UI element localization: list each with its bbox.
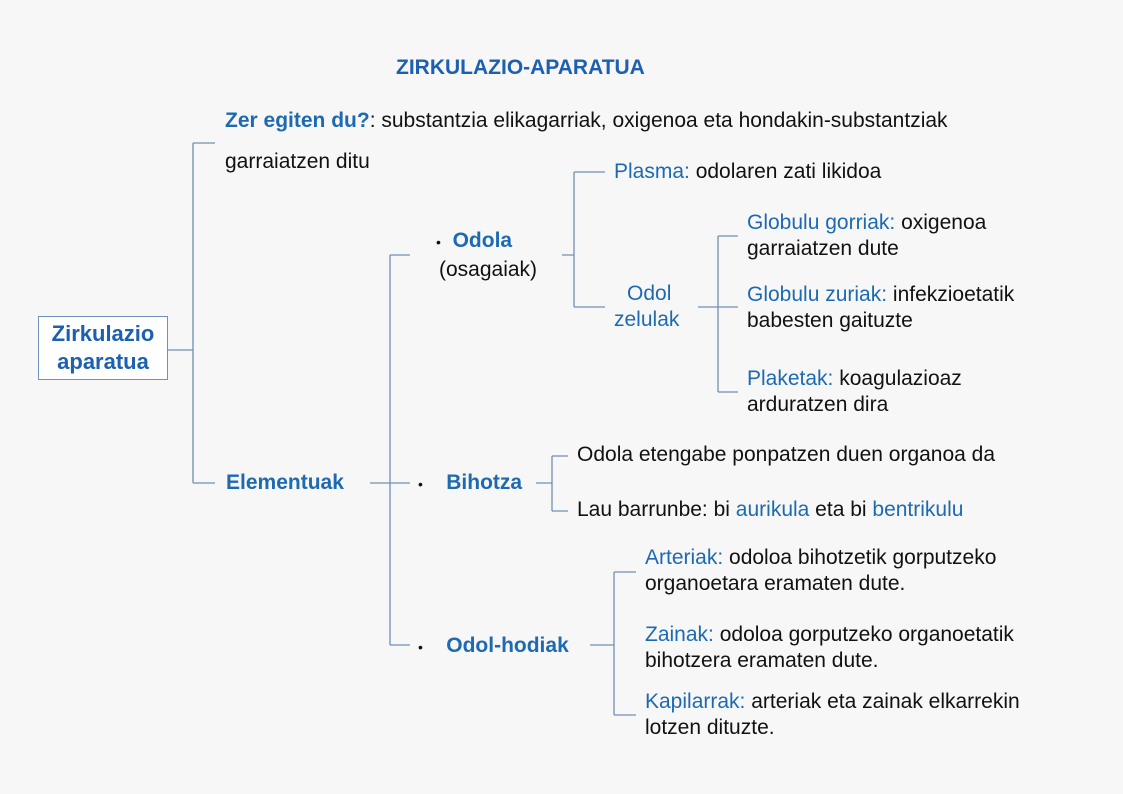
odola-connector [562, 172, 605, 307]
globulu-zuriak-line2: babesten gaituzte [747, 309, 913, 332]
odol-zelulak-line1: Odol [627, 282, 672, 305]
zelulak-connector [698, 236, 738, 392]
odol-zelulak-line2: zelulak [614, 308, 680, 331]
odol-hodiak-connector [590, 572, 636, 715]
zainak-line2: bihotzera eramaten dute. [645, 649, 879, 672]
bihotza-label: Bihotza [446, 471, 523, 494]
globulu-zuriak-line1 [747, 282, 1014, 308]
plasma-label: Plasma: [614, 160, 690, 183]
bentrikulu-term: bentrikulu [872, 498, 964, 521]
globulu-gorriak-text1: oxigenoa [895, 211, 987, 234]
bihotza-item2-mid: eta bi [809, 498, 873, 521]
odol-hodiak-node [418, 633, 569, 660]
kapilarrak-line2: lotzen dituzte. [645, 716, 775, 739]
root-connector [168, 143, 215, 483]
zer-egiten-line2: garraiatzen ditu [225, 150, 370, 173]
plaketak-text1: koagulazioaz [833, 367, 962, 390]
plaketak-label: Plaketak: [747, 367, 834, 390]
zainak-line1 [645, 622, 1014, 648]
zer-egiten-line1 [225, 108, 948, 134]
bihotza-item2 [577, 497, 963, 523]
plasma-node [614, 159, 881, 185]
root-line1: Zirkulazio [51, 321, 155, 346]
globulu-gorriak-label: Globulu gorriak: [747, 211, 896, 234]
plaketak-line2: arduratzen dira [747, 393, 889, 416]
zainak-label: Zainak: [645, 623, 714, 646]
bihotza-node [418, 470, 522, 497]
bihotza-bullet: • [418, 476, 423, 492]
plaketak-line1 [747, 366, 962, 392]
arteriak-label: Arteriak: [645, 546, 724, 569]
kapilarrak-label: Kapilarrak: [645, 690, 746, 713]
odol-hodiak-label: Odol-hodiak [446, 634, 569, 657]
root-node [38, 316, 168, 380]
odola-bullet: • [436, 234, 441, 250]
odol-hodiak-bullet: • [418, 639, 423, 655]
bihotza-connector [536, 456, 568, 511]
plasma-text: odolaren zati likidoa [689, 160, 882, 183]
globulu-gorriak-line1 [747, 210, 986, 236]
aurikula-term: aurikula [735, 498, 810, 521]
arteriak-line1 [645, 545, 996, 571]
globulu-gorriak-line2: garraiatzen dute [747, 237, 899, 260]
arteriak-text1: odoloa bihotzetik gorputzeko [723, 546, 997, 569]
bihotza-item1: Odola etengabe ponpatzen duen organoa da [577, 443, 996, 466]
bihotza-item2-pre: Lau barrunbe: bi [577, 498, 736, 521]
kapilarrak-line1 [645, 689, 1020, 715]
page-title: ZIRKULAZIO-APARATUA [396, 56, 645, 79]
zainak-text1: odoloa gorputzeko organoetatik [713, 623, 1014, 646]
arteriak-line2: organoetara eramaten dute. [645, 572, 906, 595]
elementuak-label: Elementuak [226, 471, 344, 494]
odola-node [436, 228, 512, 255]
kapilarrak-text1: arteriak eta zainak elkarrekin [745, 690, 1020, 713]
odola-label: Odola [452, 229, 513, 252]
root-line2: aparatua [57, 349, 149, 374]
globulu-zuriak-text1: infekzioetatik [887, 283, 1015, 306]
globulu-zuriak-label: Globulu zuriak: [747, 283, 888, 306]
odola-sub: (osagaiak) [439, 258, 538, 281]
zer-egiten-label: Zer egiten du? [225, 109, 370, 132]
zer-egiten-text1: : substantzia elikagarriak, oxigenoa eta hondakin-substantziak [369, 109, 948, 132]
elementuak-connector [370, 255, 410, 645]
